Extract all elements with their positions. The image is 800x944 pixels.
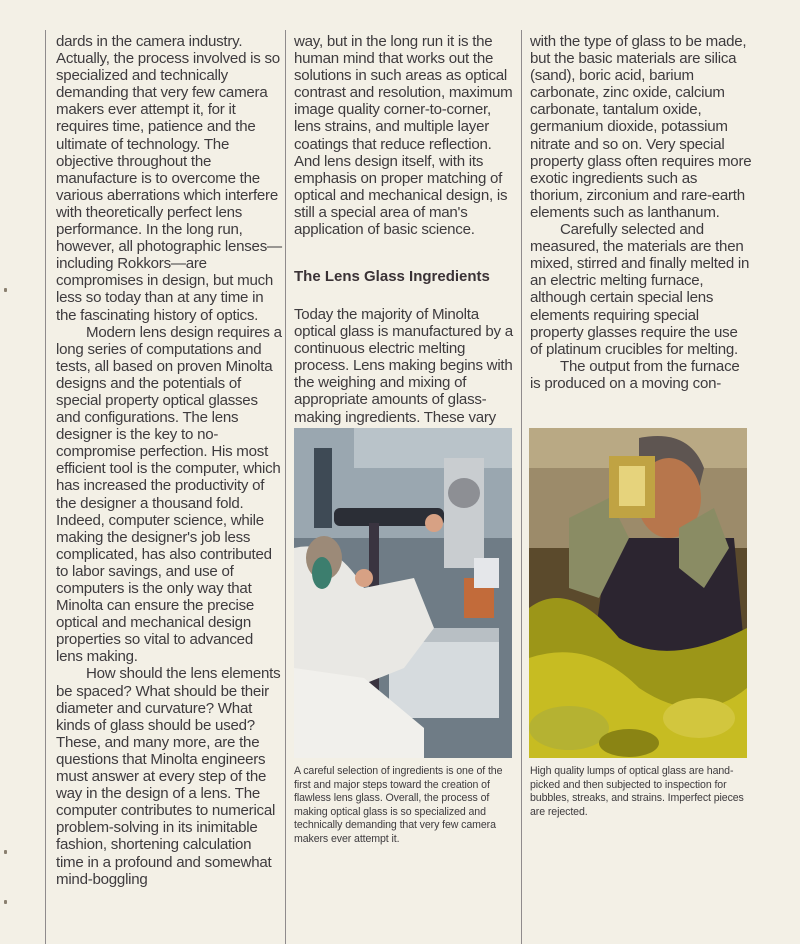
paragraph: Modern lens design requires a long series of computations and tests, all based on proven Minolta designs and the potentials of special property optical glasses and configurations. The lens designer is the key to no-compromise perfection. His most efficient tool is the computer, which has increased the productivity of the designer a thousand fold. Indeed, computer science, while making the designer's job less complicated, has also contributed to labor savings, and use of computers is the only way that Minolta can ensure the precise optical and mechanical design properties so vital to advanced lens making.: [56, 323, 282, 666]
section-heading: The Lens Glass Ingredients: [294, 268, 490, 285]
photo-glass-inspection: [529, 428, 747, 758]
photo-lab-workers: [294, 428, 512, 758]
column-rule-left: [45, 30, 46, 944]
margin-mark: [4, 850, 7, 854]
paragraph: How should the lens elements be spaced? What should be their diameter and curvature? What kinds of glass should be used? These, and many more, are the questions that Minolta engineers must answer at every step of the way in the design of a lens. The computer contributes to numerical problem-solving in its inimitable fashion, shortening calculation time in a profound and somewhat mind-boggling: [56, 665, 281, 888]
column-rule-right: [521, 30, 522, 944]
paragraph: with the type of glass to be made, but the basic materials are silica (sand), boric acid, barium carbonate, zinc oxide, calcium carbonate, tantalum oxide, germanium dioxide, potassium nitrate and so on. Very special property glass often requires more exotic ingredients such as thorium, zirconium and rare-earth elements such as lanthanum.: [530, 33, 752, 221]
paragraph: dards in the camera industry. Actually, the process involved is so specialized and technically demanding that very few camera makers ever attempt it, for it requires time, patience and the ultimate of technology. The objective throughout the manufacture is to overcome the various aberrations which interfere with theoretically perfect lens performance. In the long run, however, all photographic lenses—including Rokkors—are compromises in design, but much less so today than at any time in the fascinating history of optics.: [56, 33, 282, 324]
paragraph: The output from the furnace is produced on a moving con-: [530, 357, 740, 392]
paragraph: Today the majority of Minolta optical glass is manufactured by a continuous electric melting process. Lens making begins with the weighing and mixing of appropriate amounts of glass-making ingredients. These vary: [294, 306, 513, 426]
margin-mark: [4, 288, 7, 292]
photo-caption: A careful selection of ingredients is one of the first and major steps toward the creation of flawless lens glass. Overall, the process of making optical glass is so specialized and technically demanding that very few camera makers ever attempt it.: [294, 765, 503, 845]
margin-mark: [4, 900, 7, 904]
text-column-2-continued: [294, 306, 516, 426]
text-column-2: [294, 33, 516, 238]
photo-caption: High quality lumps of optical glass are hand-picked and then subjected to inspection for bubbles, streaks, and strains. Imperfect pieces are rejected.: [530, 765, 744, 818]
paragraph: way, but in the long run it is the human mind that works out the solutions in such areas as optical contrast and resolution, maximum image quality corner-to-corner, lens strains, and multiple layer coatings that reduce reflection. And lens design itself, with its emphasis on proper matching of optical and mechanical design, is still a special area of man's application of basic science.: [294, 33, 513, 239]
text-column-3: [530, 33, 752, 392]
paragraph: Carefully selected and measured, the materials are then mixed, stirred and finally melted in an electric melting furnace, although certain special lens elements requiring special property glasses require the use of platinum crucibles for melting.: [530, 221, 750, 358]
column-rule-middle: [285, 30, 286, 944]
text-column-1: [56, 33, 282, 888]
